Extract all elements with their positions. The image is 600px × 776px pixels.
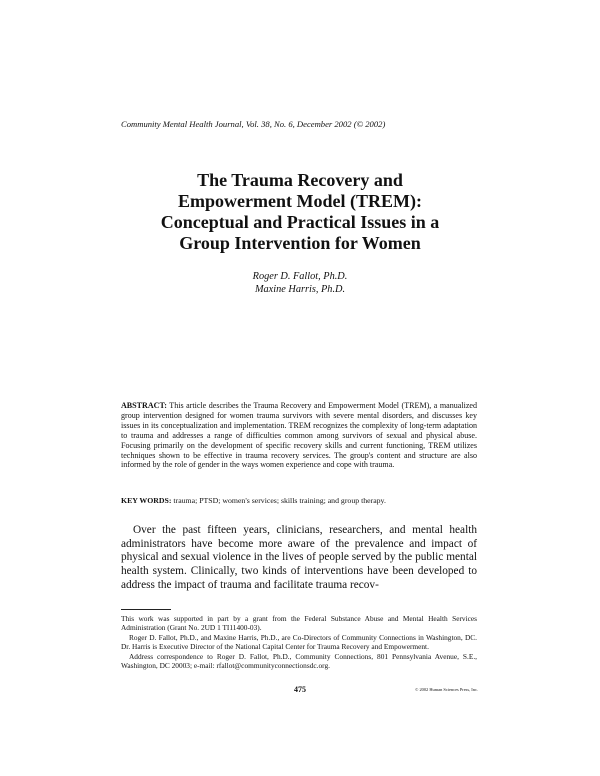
keywords-label: KEY WORDS: xyxy=(121,496,172,505)
footnote-divider xyxy=(121,609,171,610)
title-line: The Trauma Recovery and xyxy=(197,170,403,190)
author-name: Roger D. Fallot, Ph.D. xyxy=(252,271,348,282)
author-list xyxy=(150,270,450,296)
abstract xyxy=(121,401,477,470)
keywords-text: trauma; PTSD; women's services; skills training; and group therapy. xyxy=(171,496,386,505)
title-line: Conceptual and Practical Issues in a xyxy=(160,212,440,232)
abstract-label: ABSTRACT: xyxy=(121,401,167,410)
body-paragraph: Over the past fifteen years, clinicians, researchers, and mental health administrators have become more aware of the prevalence and impact of physical and sexual violence in the lives of people served by the public mental health system. Clinically, two kinds of interventions have been developed to address the impact of trauma and facilitate trauma recov- xyxy=(121,524,477,591)
copyright-notice: © 2002 Human Sciences Press, Inc. xyxy=(415,687,478,692)
footnote: This work was supported in part by a grant from the Federal Substance Abuse and Mental Health Services Administration (Grant No. 2UD 1 TI11400-03). xyxy=(121,614,477,633)
keywords xyxy=(121,496,481,506)
footnote: Address correspondence to Roger D. Fallot, Ph.D., Community Connections, 801 Pennsylvania Avenue, S.E., Washington, DC 20003; e-mail: rfallot@communityconnectionsdc.org. xyxy=(121,651,477,671)
title-line: Empowerment Model (TREM): xyxy=(178,191,422,211)
author-name: Maxine Harris, Ph.D. xyxy=(254,284,346,295)
page-number: 475 xyxy=(294,685,306,694)
article-title xyxy=(95,170,505,254)
journal-citation: Community Mental Health Journal, Vol. 38, No. 6, December 2002 (© 2002) xyxy=(121,119,386,129)
abstract-text: This article describes the Trauma Recovery and Empowerment Model (TREM), a manualized group intervention designed for women trauma survivors with severe mental disorders, and discusses key issues in its conceptualization and implementation. TREM recognizes the complexity of long-term adaptation to trauma and addresses a range of difficulties common among survivors of sexual and physical abuse. Focusing primarily on the development of specific recovery skills and current functioning, TREM utilizes techniques shown to be effective in trauma recovery services. The group's content and structure are also informed by the role of gender in the ways women experience and cope with trauma. xyxy=(121,401,477,470)
footnotes xyxy=(121,614,477,670)
footnote: Roger D. Fallot, Ph.D., and Maxine Harris, Ph.D., are Co-Directors of Community Connections in Washington, DC. Dr. Harris is Executive Director of the National Capital Center for Trauma Recovery and Empowerment. xyxy=(121,632,477,652)
title-line: Group Intervention for Women xyxy=(179,233,421,253)
